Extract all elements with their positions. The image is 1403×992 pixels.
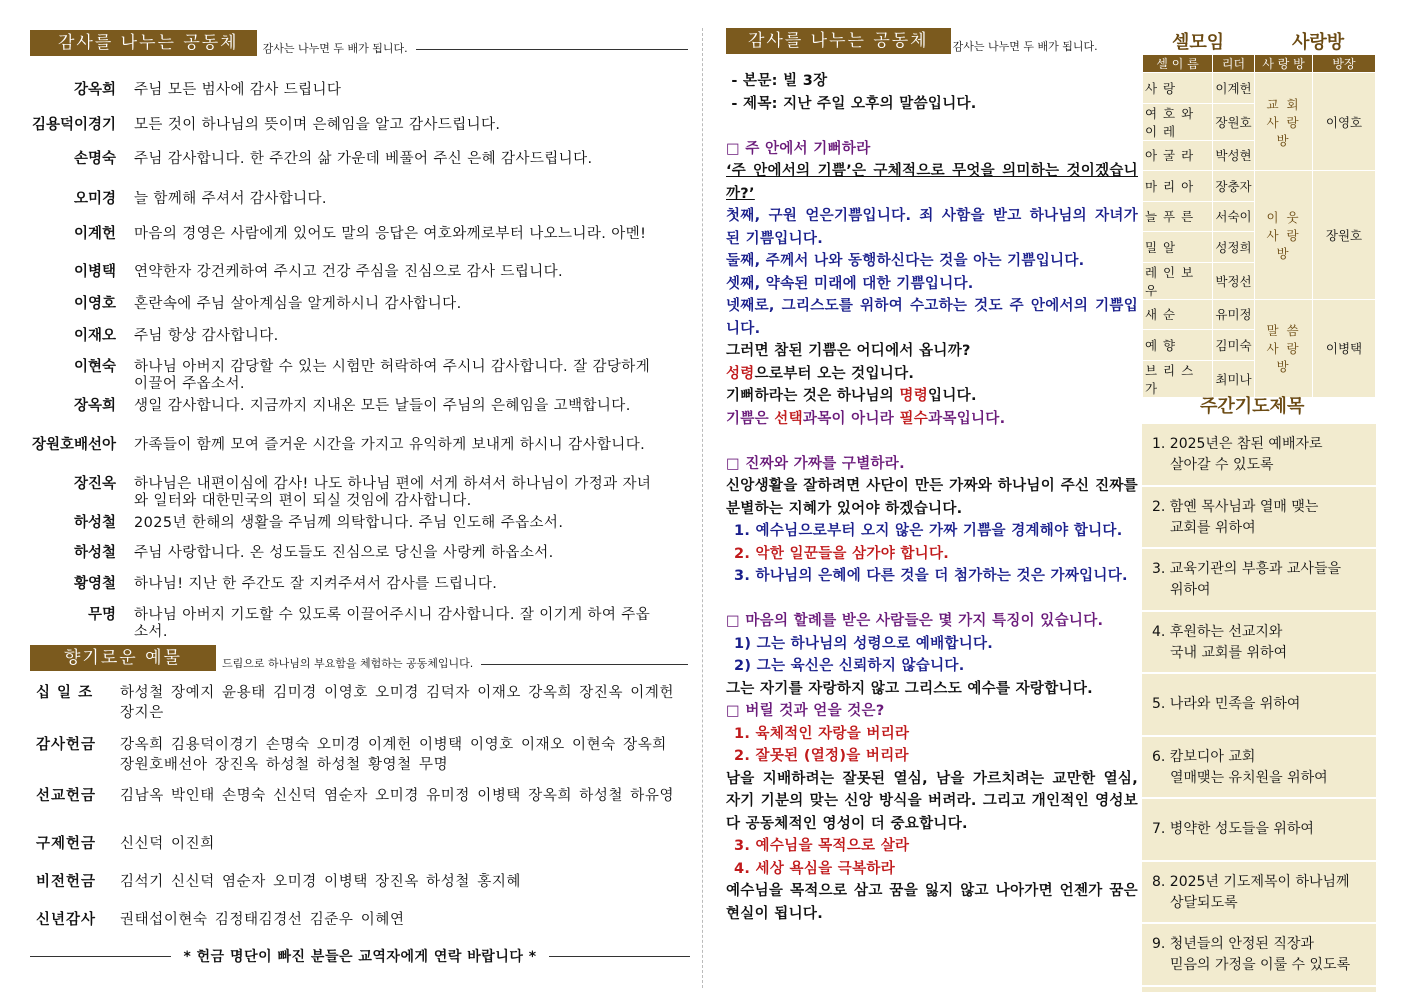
prayer-item (1142, 799, 1376, 862)
section-paragraph: 그는 자기를 자랑하지 않고 그리스도 예수를 자랑합니다. (726, 680, 1093, 697)
cell-groups-title: 셀모임 (1172, 32, 1225, 53)
cell-leader: 성정희 (1213, 232, 1255, 263)
prayer-item (1142, 737, 1376, 800)
offering-footer-text: * 헌금 명단이 빠진 분들은 교역자에게 연락 바랍니다 * (183, 949, 537, 965)
section-paragraph: 신앙생활을 잘하려면 사단이 만든 가짜와 하나님이 주신 진짜를 분별하는 지혜가 있어야 하겠습니다. (726, 478, 1138, 517)
header-rule (481, 664, 688, 665)
section-paragraph: 셋째, 약속된 미래에 대한 기쁨입니다. (726, 275, 974, 292)
offering-label: 선교헌금 (36, 788, 97, 804)
col-cell-name: 셀 이 름 (1143, 55, 1213, 73)
list-item: 2. 잘못된 (열정)을 버리라 (734, 748, 909, 764)
offering-row (36, 910, 684, 930)
list-item: 3. 하나님의 은혜에 다른 것을 더 첨가하는 것은 가짜입니다. (734, 568, 1128, 584)
header-rule (416, 49, 688, 50)
prayer-list-end (1142, 987, 1376, 992)
prayer-list (1142, 424, 1376, 992)
thanks-name: 강옥희 (73, 82, 116, 98)
thanks-name: 장옥희 (73, 398, 116, 414)
thanks-name: 하성철 (73, 545, 116, 561)
group-name: 교 회 사 랑 방 (1255, 73, 1313, 171)
thanks-name: 장원호배선아 (31, 437, 116, 453)
thanks-text: 주님 항상 감사합니다. (134, 328, 279, 344)
section-paragraph: 그러면 참된 기쁨은 어디에서 옵니까? (726, 343, 971, 359)
offering-label: 십 일 조 (36, 685, 94, 701)
offering-label: 비전헌금 (36, 874, 97, 890)
sermon-text-ref: - 본문: 빌 3장 (726, 73, 828, 89)
offering-names: 신신덕 이진희 (120, 836, 215, 852)
thanks-entry (30, 437, 654, 454)
group-head: 장원호 (1313, 171, 1376, 300)
thanks-entry (30, 576, 654, 593)
text-run: 으로부터 오는 것입니다. (754, 365, 915, 382)
offering-row (36, 735, 684, 775)
cell-leader: 장원호 (1213, 103, 1255, 140)
sermon-body (726, 70, 1138, 925)
cell-name: 여 호 와 이 레 (1143, 103, 1213, 140)
offering-label: 신년감사 (36, 912, 97, 928)
table-row (1143, 73, 1376, 104)
thanks-name: 이현숙 (73, 359, 116, 375)
section-question: ‘주 안에서의 기쁨’은 구체적으로 무엇을 의미하는 것이겠습니까?’ (726, 163, 1138, 202)
prayer-line: 살아갈 수 있도록 (1170, 457, 1274, 473)
page-fold-divider (702, 28, 703, 988)
section-paragraph (726, 408, 1138, 431)
thanks-title: 감사를 나누는 공동체 (30, 30, 257, 56)
offering-title: 향기로운 예물 (30, 645, 216, 671)
prayer-line: 위하여 (1170, 582, 1211, 598)
cell-name: 예 향 (1143, 330, 1213, 361)
prayer-line: 1. 2025년은 참된 예배자로 (1152, 436, 1323, 452)
offering-label: 감사헌금 (36, 737, 97, 753)
list-item: 3. 예수님을 목적으로 살라 (734, 838, 910, 854)
thanks-entry (30, 117, 654, 134)
cell-leader: 박정선 (1213, 262, 1255, 299)
text-run: 기쁨은 (726, 410, 775, 427)
thanks-entry (30, 545, 654, 562)
thanks-entry (30, 398, 654, 415)
thanks-text: 하나님은 내편이심에 감사! 나도 하나님 편에 서게 하셔서 하나님이 가정과 자녀와 일터와 대한민국의 편이 되실 것임에 감사합니다. (134, 476, 652, 509)
prayer-line: 6. 캄보디아 교회 (1152, 748, 1256, 765)
footer-rule (549, 956, 690, 957)
list-item: 2. 악한 일꾼들을 삼가야 합니다. (734, 545, 950, 562)
thanks-name: 장진옥 (73, 476, 116, 492)
thanks-name: 이영호 (73, 296, 116, 312)
thanks-name: 황영철 (73, 576, 116, 592)
offering-row (36, 834, 684, 854)
spacer (726, 115, 1138, 138)
sermon-title-value: 제목: 지난 주일 오후의 말씀입니다. (743, 95, 977, 112)
section-paragraph (726, 363, 1138, 386)
spacer (726, 430, 1138, 453)
section-heading: □ 버릴 것과 얻을 것은? (726, 703, 885, 719)
section-paragraph (726, 385, 1138, 408)
thanks-name: 김용덕이경기 (31, 117, 116, 133)
thanks-text: 하나님! 지난 한 주간도 잘 지켜주셔서 감사를 드립니다. (134, 576, 498, 592)
sermon-header-subtitle: 감사는 나누면 두 배가 됩니다. (952, 40, 1098, 53)
prayer-line: 5. 나라와 민족을 위하여 (1152, 696, 1301, 712)
thanks-entry (30, 359, 654, 393)
footer-rule (30, 956, 171, 957)
col-head: 방장 (1313, 55, 1376, 73)
thanks-entry (30, 226, 654, 243)
text-run: 과목입니다. (928, 410, 1006, 427)
offering-row (36, 872, 684, 892)
prayer-line: 교회를 위하여 (1170, 519, 1256, 536)
thanks-text: 2025년 한해의 생활을 주님께 의탁합니다. 주님 인도해 주옵소서. (134, 515, 564, 531)
section-paragraph: 넷째로, 그리스도를 위하여 수고하는 것도 주 안에서의 기쁨입니다. (726, 298, 1138, 337)
thanks-entry (30, 515, 654, 532)
prayer-line: 3. 교육기관의 부흥과 교사들을 (1152, 561, 1341, 577)
section-paragraph: 첫째, 구원 얻은기쁨입니다. 죄 사함을 받고 하나님의 자녀가 된 기쁨입니다. (726, 208, 1138, 247)
thanks-name: 이계헌 (73, 226, 116, 242)
thanks-text: 가족들이 함께 모여 즐거운 시간을 가지고 유익하게 보내게 하시니 감사합니다. (134, 437, 646, 453)
prayer-item (1142, 424, 1376, 487)
thanks-entry (30, 82, 654, 99)
offering-row (36, 683, 684, 723)
text-run: 기뻐하라는 것은 하나님의 (726, 388, 900, 404)
prayer-item (1142, 487, 1376, 550)
prayer-line: 믿음의 가정을 이룰 수 있도록 (1170, 957, 1351, 973)
text-run: 과목이 아니라 (802, 410, 900, 427)
cell-name: 사 랑 (1143, 73, 1213, 104)
cell-leader: 유미정 (1213, 299, 1255, 330)
thanks-text: 주님 감사합니다. 한 주간의 삶 가운데 베풀어 주신 은혜 감사드립니다. (134, 151, 593, 167)
thanks-subtitle: 감사는 나누면 두 배가 됩니다. (262, 42, 408, 55)
emphasis: 필수 (899, 410, 929, 427)
group-head: 이병택 (1313, 299, 1376, 397)
cell-name: 늘 푸 른 (1143, 201, 1213, 232)
thanks-entry (30, 607, 654, 641)
cell-leader: 최미나 (1213, 360, 1255, 397)
prayer-line: 상달되도록 (1170, 894, 1238, 911)
sermon-title: - 제목: 지난 주일 오후의 말씀입니다. (726, 95, 977, 112)
offering-footer (30, 946, 690, 966)
section-paragraph: 남을 지배하려는 잘못된 열심, 남을 가르치려는 교만한 열심, 자기 기분의 맞는 신앙 방식을 버려라. 그리고 개인적인 영성보다 공동체적인 영성이 더 중요합니다. (726, 770, 1138, 832)
emphasis: 선택 (774, 410, 803, 427)
list-item: 4. 세상 욕심을 극복하라 (734, 860, 896, 877)
group-head: 이영호 (1313, 73, 1376, 171)
cell-name: 레 인 보 우 (1143, 262, 1213, 299)
offering-names: 김석기 신신덕 염순자 오미경 이병택 장진옥 하성철 홍지혜 (120, 874, 522, 890)
cell-leader: 서숙이 (1213, 201, 1255, 232)
col-leader: 리더 (1213, 55, 1255, 73)
offering-names: 김남옥 박인태 손명숙 신신덕 염순자 오미경 유미정 이병택 장옥희 하성철 하유영 (120, 788, 675, 804)
cell-name: 밀 알 (1143, 232, 1213, 263)
thanks-entry (30, 328, 654, 345)
sermon-text-value: 본문: 빌 3장 (743, 73, 828, 89)
prayer-line: 국내 교회를 위하여 (1170, 644, 1288, 661)
offering-label: 구제헌금 (36, 836, 97, 852)
cell-name: 브 리 스 가 (1143, 360, 1213, 397)
thanks-text: 하나님 아버지 기도할 수 있도록 이끌어주시니 감사합니다. 잘 이기게 하여 주옵소서. (134, 607, 651, 640)
thanks-text: 늘 함께해 주셔서 감사합니다. (134, 191, 327, 207)
cell-leader: 이계헌 (1213, 73, 1255, 104)
table-row (1143, 171, 1376, 202)
table-header-row (1143, 55, 1376, 73)
prayer-line: 8. 2025년 기도제목이 하나님께 (1152, 873, 1350, 890)
list-item: 1. 육체적인 자랑을 버리라 (734, 725, 910, 742)
emphasis: 성령 (726, 365, 755, 382)
section-paragraph: 둘째, 주께서 나와 동행하신다는 것을 아는 기쁨입니다. (726, 253, 1085, 269)
group-name: 이 웃 사 랑 방 (1255, 171, 1313, 300)
thanks-header (30, 30, 688, 56)
offering-names: 강옥희 김용덕이경기 손명숙 오미경 이계헌 이병택 이영호 이재오 이현숙 장옥희 장원호배선아 장진옥 하성철 하성철 황영철 무명 (120, 737, 667, 773)
group-name: 말 씀 사 랑 방 (1255, 299, 1313, 397)
thanks-text: 주님 사랑합니다. 온 성도들도 진심으로 당신을 사랑케 하옵소서. (134, 545, 554, 561)
section-heading: □ 주 안에서 기뻐하라 (726, 140, 871, 157)
offering-row (36, 786, 684, 806)
thanks-text: 마음의 경영은 사람에게 있어도 말의 응답은 여호와께로부터 나오느니라. 아멘! (134, 226, 647, 242)
section-paragraph: 예수님을 목적으로 삼고 꿈을 잃지 않고 나아가면 언젠가 꿈은 현실이 됩니다. (726, 883, 1138, 922)
text-run: 입니다. (928, 388, 977, 404)
section-heading: □ 마음의 할례를 받은 사람들은 몇 가지 특징이 있습니다. (726, 613, 1104, 629)
spacer (726, 588, 1138, 611)
list-item: 2) 그는 육신은 신뢰하지 않습니다. (734, 658, 965, 674)
prayer-item (1142, 862, 1376, 925)
thanks-entry (30, 151, 654, 168)
thanks-entry (30, 191, 654, 208)
thanks-text: 주님 모든 범사에 감사 드립니다 (134, 82, 342, 98)
prayer-item (1142, 674, 1376, 737)
sermon-header (726, 28, 1120, 54)
thanks-text: 생일 감사합니다. 지금까지 지내온 모든 날들이 주님의 은혜임을 고백합니다. (134, 398, 631, 414)
thanks-name: 이재오 (73, 328, 116, 344)
cell-leader: 장충자 (1213, 171, 1255, 202)
sermon-header-title: 감사를 나누는 공동체 (726, 28, 951, 54)
col-group: 사 랑 방 (1255, 55, 1313, 73)
thanks-name: 이병택 (73, 264, 116, 280)
thanks-text: 연약한자 강건케하여 주시고 건강 주심을 진심으로 감사 드립니다. (134, 264, 564, 280)
section-heading: □ 진짜와 가짜를 구별하라. (726, 455, 905, 472)
thanks-name: 하성철 (73, 515, 116, 531)
cell-name: 아 굴 라 (1143, 140, 1213, 171)
prayer-title: 주간기도제목 (1200, 396, 1305, 417)
emphasis: 명령 (899, 388, 929, 404)
cell-name: 새 순 (1143, 299, 1213, 330)
offering-names: 하성철 장예지 윤용태 김미경 이영호 오미경 김덕자 이재오 강옥희 장진옥 이계헌 장지은 (120, 685, 675, 721)
prayer-line: 7. 병약한 성도들을 위하여 (1152, 821, 1314, 837)
thanks-entry (30, 296, 654, 313)
offering-header (30, 645, 688, 671)
prayer-item (1142, 612, 1376, 675)
offering-subtitle: 드림으로 하나님의 부요함을 체험하는 공동체입니다. (221, 657, 474, 670)
list-item: 1) 그는 하나님의 성령으로 예배합니다. (734, 635, 994, 652)
love-room-title: 사랑방 (1292, 32, 1345, 53)
offering-names: 권태섭이현숙 김정태김경선 김준우 이혜연 (120, 912, 405, 928)
thanks-entry (30, 476, 654, 510)
cell-leader: 박성현 (1213, 140, 1255, 171)
cell-name: 마 리 아 (1143, 171, 1213, 202)
prayer-line: 4. 후원하는 선교지와 (1152, 623, 1283, 640)
thanks-name: 오미경 (73, 191, 116, 207)
prayer-item (1142, 924, 1376, 987)
thanks-entry (30, 264, 654, 281)
thanks-name: 손명숙 (73, 151, 116, 167)
thanks-text: 모든 것이 하나님의 뜻이며 은혜임을 알고 감사드립니다. (134, 117, 501, 133)
thanks-name: 무명 (87, 607, 116, 623)
prayer-item (1142, 549, 1376, 612)
table-row (1143, 299, 1376, 330)
prayer-line: 2. 함옌 목사님과 열매 맺는 (1152, 498, 1319, 515)
thanks-text: 혼란속에 주님 살아계심을 알게하시니 감사합니다. (134, 296, 462, 312)
cell-groups-table (1142, 54, 1376, 398)
prayer-line: 열매맺는 유치원을 위하여 (1170, 769, 1328, 786)
list-item: 1. 예수님으로부터 오지 않은 가짜 기쁨을 경계해야 합니다. (734, 523, 1123, 539)
cell-leader: 김미숙 (1213, 330, 1255, 361)
prayer-line: 9. 청년들의 안정된 직장과 (1152, 936, 1314, 952)
thanks-text: 하나님 아버지 감당할 수 있는 시험만 허락하여 주시니 감사합니다. 잘 감당하게 이끌어 주옵소서. (134, 359, 651, 392)
